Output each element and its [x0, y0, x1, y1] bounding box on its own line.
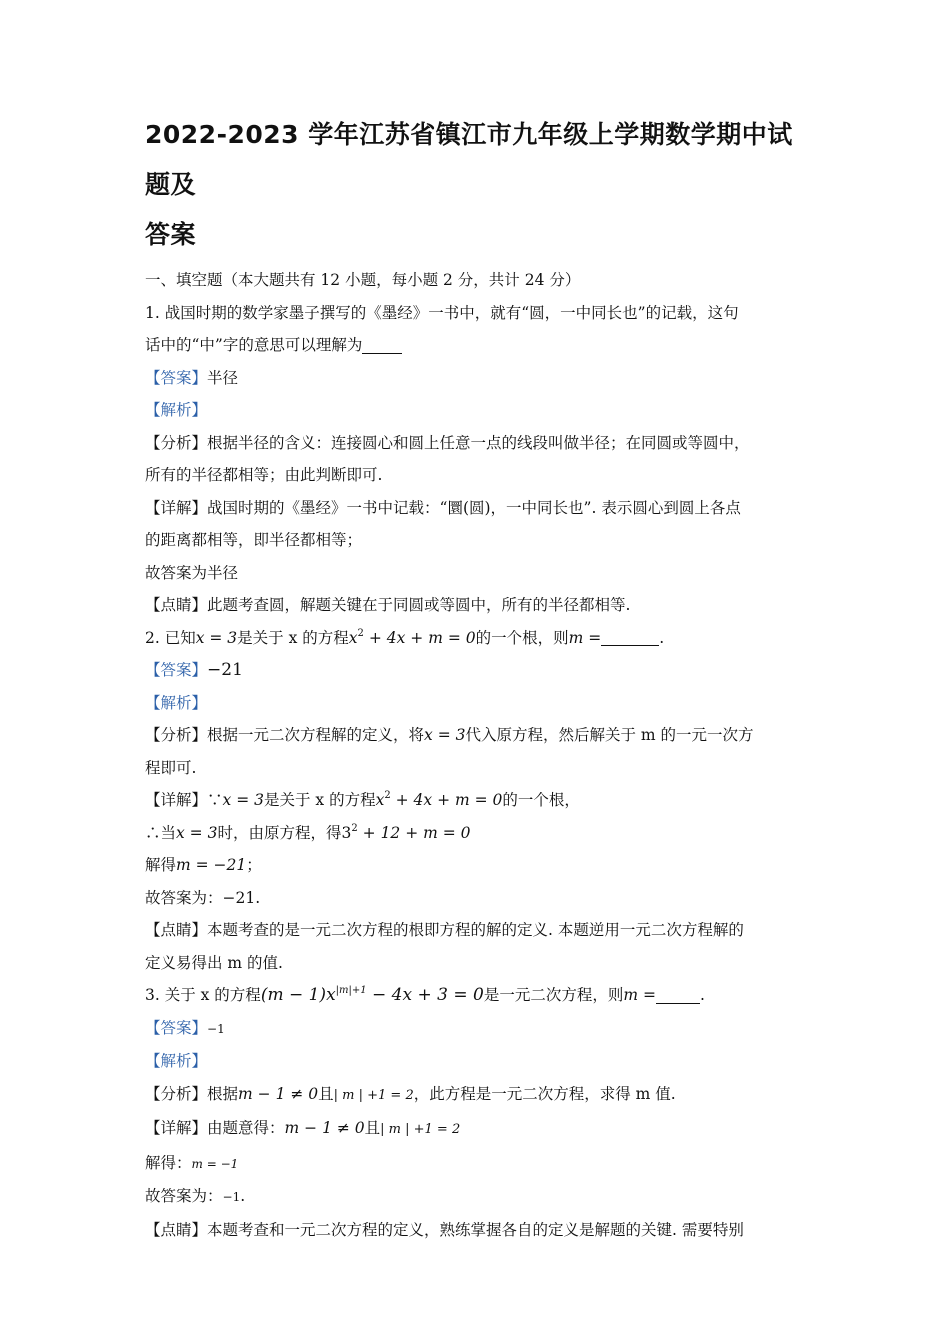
- q2-analysis-1: [145, 719, 815, 752]
- q2-step1-square: 2: [351, 822, 358, 834]
- q1-detail-1: [145, 492, 815, 525]
- title-line-1: 2022-2023 学年江苏省镇江市九年级上学期数学期中试题及: [145, 120, 793, 199]
- q3-eq-left: (m − 1)x: [260, 985, 336, 1005]
- q2-step1-eq-base: 3: [341, 823, 352, 842]
- q2-analysis-head: [145, 687, 815, 720]
- answer-tag: 【答案】: [145, 1018, 208, 1037]
- q1-detail-2: 的距离都相等，即半径都相等；: [145, 531, 363, 549]
- q3-solve: [145, 1147, 815, 1181]
- q2-conclusion-part-a: 故答案为：: [145, 888, 223, 907]
- answer-tag: 【答案】: [145, 368, 208, 387]
- q1-answer-blank: [362, 339, 402, 354]
- q3-analysis-part-a: 根据: [207, 1084, 239, 1103]
- q2-comment-1: [145, 914, 815, 947]
- q3-detail: [145, 1112, 815, 1147]
- q2-step2-part-a: 解得: [145, 856, 177, 874]
- document-page: [145, 110, 815, 1246]
- q2-answer-blank: [601, 631, 659, 646]
- analysis-tag: 【分析】: [145, 433, 208, 452]
- q2-analysis-eq: x = 3: [424, 726, 466, 744]
- q1-analysis-1-text: 根据半径的含义：连接圆心和圆上任意一点的线段叫做半径；在同圆或等圆中，: [207, 433, 750, 452]
- comment-tag: 【点睛】: [145, 921, 208, 939]
- q2-detail-part-b: 是关于 x 的方程: [263, 791, 376, 809]
- q3-analysis-part-c: ，此方程是一元二次方程，求得 m 值.: [413, 1084, 676, 1103]
- comment-tag: 【点睛】: [145, 596, 208, 614]
- q2-step1-part-b: 时，由原方程，得: [217, 823, 342, 842]
- q1-analysis-head: [145, 394, 815, 427]
- q1-detail-1-text: 战国时期的《墨经》一书中记载：“圜(圆)，一中同长也”. 表示圆心到圆上各点: [207, 498, 741, 517]
- q2-text: 2. 已知x = 3是关于 x 的方程$x^2 + 4x + m = 0$的一个根，则m = .: [145, 627, 665, 647]
- q3-analysis-eq2: | m | +1 = 2: [333, 1087, 414, 1103]
- q1-answer-value: 半径: [207, 368, 239, 387]
- q3-detail-eq2: | m | +1 = 2: [380, 1122, 461, 1137]
- q2-eq-x: x: [348, 628, 358, 647]
- q2-eq-x3: x = 3: [195, 628, 238, 647]
- q3-analysis: [145, 1078, 815, 1113]
- q3-text-part1: 3. 关于 x 的方程: [145, 986, 261, 1004]
- q3-analysis-head: [145, 1045, 815, 1078]
- q2-step2-eq: m = −21: [176, 856, 247, 874]
- q1-text-1: 1. 战国时期的数学家墨子撰写的《墨经》一书中，就有“圆，一中同长也”的记载，这句: [145, 303, 739, 322]
- q3-analysis-eq1: m − 1 ≠ 0: [238, 1084, 319, 1103]
- detail-tag: 【详解】: [145, 498, 208, 517]
- q2-step1-part-a: ∴当: [145, 823, 177, 842]
- q1-comment-text: 此题考查圆，解题关键在于同圆或等圆中，所有的半径都相等.: [207, 596, 631, 614]
- q1-analysis-1: [145, 427, 815, 460]
- title-line-2: 答案: [145, 220, 197, 249]
- q2-text-part3: 的一个根，则: [475, 628, 569, 647]
- q2-conclusion: [145, 882, 815, 915]
- q2-step2-part-b: ；: [246, 856, 262, 874]
- detail-tag: 【详解】: [145, 791, 208, 809]
- q1-answer: [145, 362, 815, 395]
- answer-tag: 【答案】: [145, 661, 208, 679]
- q3-eq-m: m =: [623, 986, 656, 1004]
- q3-conclusion-eq: −1: [222, 1190, 241, 1204]
- comment-tag: 【点睛】: [145, 1220, 208, 1239]
- q2-conclusion-part-b: .: [255, 888, 261, 907]
- q3-detail-eq1: m − 1 ≠ 0: [284, 1119, 365, 1137]
- q2-detail-eq-rest: + 4x + m = 0: [390, 791, 503, 809]
- q2-comment-1-text: 本题考查的是一元二次方程的根即方程的解的定义. 本题逆用一元二次方程解的: [207, 921, 744, 939]
- q3-eq-exponent: |m|+1: [335, 985, 367, 996]
- analysis-head-tag: 【解析】: [145, 1052, 208, 1070]
- document-title: [145, 110, 815, 260]
- q2-analysis-part-b: 代入原方程，然后解关于 m 的一元一次方: [465, 726, 754, 744]
- q3-eq-rest: − 4x + 3 = 0: [366, 985, 484, 1005]
- q2-comment-2: 定义易得出 m 的值.: [145, 953, 283, 972]
- analysis-head-tag: 【解析】: [145, 401, 208, 419]
- q2-detail-eq: x = 3: [222, 791, 264, 809]
- q3-answer: [145, 1012, 815, 1046]
- q2-text-part1: 2. 已知: [145, 628, 196, 647]
- detail-tag: 【详解】: [145, 1119, 208, 1137]
- q3-comment: [145, 1214, 815, 1247]
- q3-conclusion: [145, 1180, 815, 1214]
- q3-detail-part-b: 且: [364, 1119, 381, 1137]
- section-heading: 一、填空题（本大题共有 12 小题，每小题 2 分，共计 24 分）: [145, 271, 581, 289]
- q2-detail-part-c: 的一个根，: [502, 791, 580, 809]
- q2-step1-eq: x = 3: [176, 823, 218, 842]
- q3-solve-eq: m = −1: [191, 1156, 239, 1171]
- q2-detail-because: ∵: [207, 791, 223, 809]
- q1-text-2-content: 话中的“中”字的意思可以理解为: [145, 336, 363, 354]
- q2-step1: [145, 817, 815, 850]
- q2-analysis-part-a: 根据一元二次方程解的定义，将: [207, 726, 425, 744]
- q2-text-part2: 是关于 x 的方程: [237, 628, 349, 647]
- q2-eq-m: m =: [568, 628, 602, 647]
- q3-text-part2: 是一元二次方程，则: [483, 986, 624, 1004]
- q3-answer-blank: [656, 989, 700, 1004]
- q3-analysis-part-b: 且: [318, 1084, 334, 1103]
- q2-step1-eq-rest: + 12 + m = 0: [357, 823, 471, 842]
- q2-detail-eq-x: x: [375, 791, 385, 809]
- q3-comment-text: 本题考查和一元二次方程的定义，熟练掌握各自的定义是解题的关键. 需要特别: [207, 1220, 744, 1239]
- q1-comment: [145, 589, 815, 622]
- analysis-tag: 【分析】: [145, 726, 208, 744]
- q2-detail-square: 2: [384, 790, 391, 801]
- q2-step2: [145, 849, 815, 882]
- q2-answer: [145, 654, 815, 687]
- q2-answer-value: −21: [207, 660, 243, 680]
- q2-detail: [145, 784, 815, 817]
- q2-analysis-2: 程即可.: [145, 758, 197, 777]
- q3-solve-part-a: 解得：: [145, 1153, 192, 1172]
- q3-conclusion-part-b: .: [240, 1187, 246, 1205]
- analysis-head-tag: 【解析】: [145, 693, 208, 712]
- q3-conclusion-part-a: 故答案为：: [145, 1187, 223, 1205]
- analysis-tag: 【分析】: [145, 1084, 208, 1103]
- q2-eq-square: 2: [357, 627, 364, 639]
- q3-detail-part-a: 由题意得：: [207, 1119, 285, 1137]
- q2-conclusion-eq: −21: [222, 888, 256, 907]
- q1-text-2: [145, 329, 815, 362]
- q1-conclusion: 故答案为半径: [145, 563, 239, 582]
- q2-eq-rest: + 4x + m = 0: [363, 628, 476, 647]
- q1-analysis-2: 所有的半径都相等；由此判断即可.: [145, 466, 383, 484]
- q3-answer-value: −1: [207, 1021, 225, 1036]
- q3-text: 3. 关于 x 的方程$(m - 1)x^{|m|+1} - 4x + 3 = 0$是一元二次方程，则m = .: [145, 985, 705, 1005]
